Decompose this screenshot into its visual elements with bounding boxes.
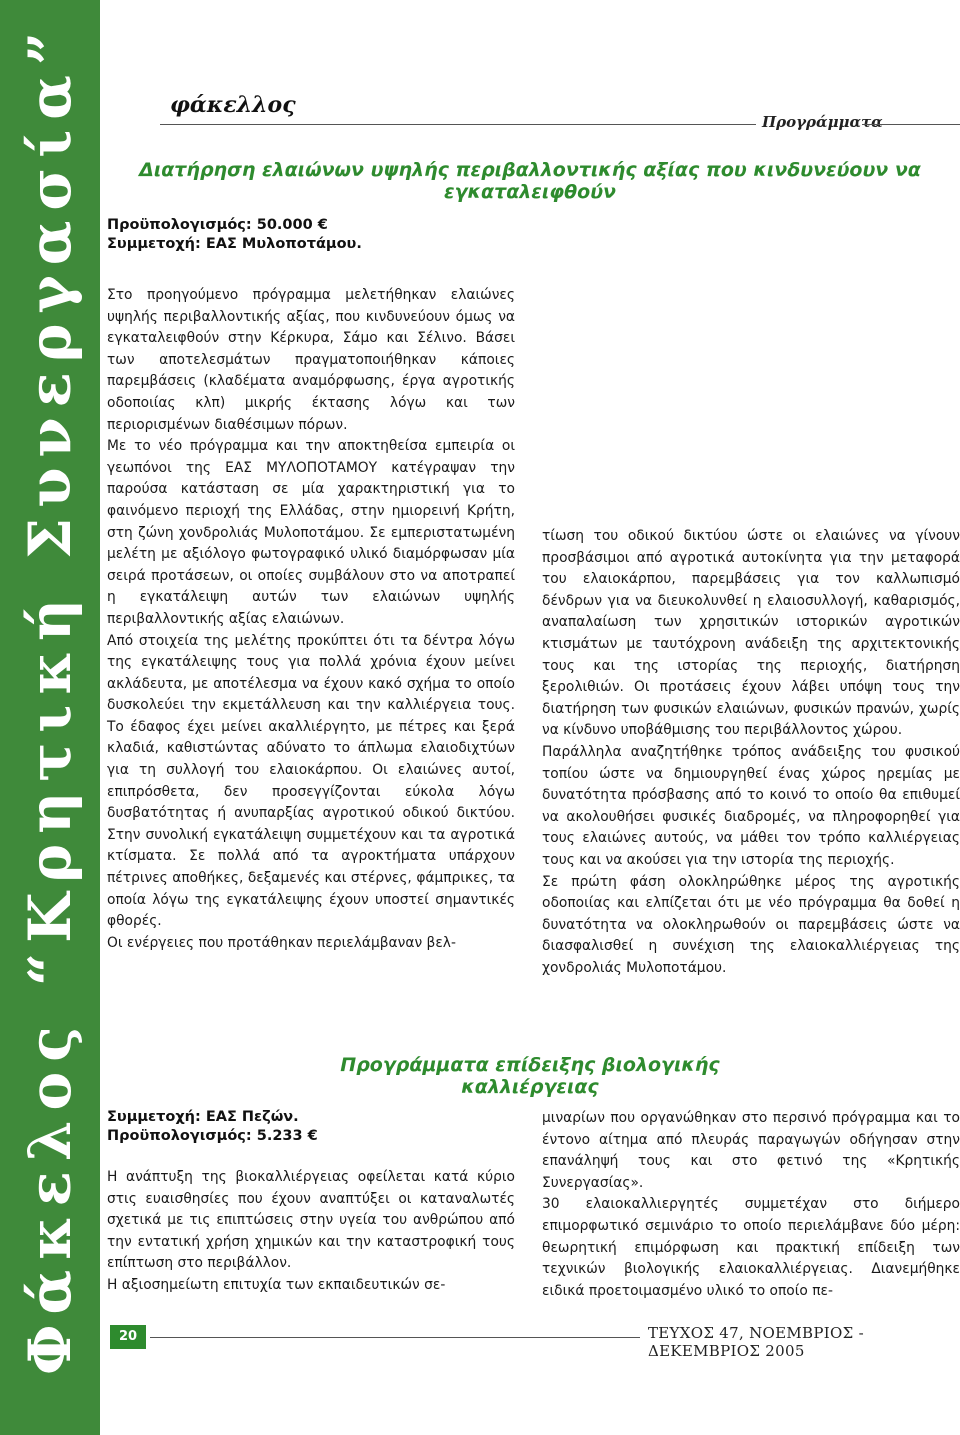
sidebar-band — [0, 0, 100, 1435]
paragraph: Με το νέο πρόγραμμα και την αποκτηθείσα εμπειρία οι γεωπόνοι της ΕΑΣ ΜΥΛΟΠΟΤΑΜΟΥ κατέγραψαν την παρούσα κατάσταση σε μία χαρακτηριστική για το φαινόμενο περιοχή της Ελλάδας, στην ημιορεινή Κρήτη, στη ζώνη χονδρολιάς Μυλοποτάμου. Σε εμπεριστατωμένη μελέτη με αξιόλογο φωτογραφικό υλικό διαμόρφωσαν μία σειρά προτάσεων, οι οποίες συμβάλουν στο να αποτραπεί η εγκατάλειψη αυτών των ελαιώνων υψηλής περιβαλλοντικής αξίας ελαιώνων. — [107, 438, 515, 627]
paragraph: Από στοιχεία της μελέτης προκύπτει ότι τα δέντρα λόγω της εγκατάλειψης τους για πολλά χρόνια έχουν μείνει ακλάδευτα, με αποτέλεσμα να έχουν κακό σχήμα το οποίο δυσκολεύει την εκμετάλλευση και την καλλιέργεια τους. Το έδαφος έχει μείνει ακαλλιέργητο, με πέτρες και ξερά κλαδιά, καθιστώντας αδύνατο το άπλωμα ελαιοδιχτύων για τη συλλογή του ελαιοκάρπου. Οι ελαιώνες αυτοί, επιπρόσθετα, δεν προσεγγίζονται εύκολα λόγω δυσβατότητας ή ανυπαρξίας αγροτικού οδικού δικτύου. Στην συνολική εγκατάλειψη συμμετέχουν και τα αγροτικά κτίσματα. Σε πολλά από τα αγροκτήματα υπάρχουν πέτρινες αποθήκες, δεξαμενές και στέρνες, φάμπρικες, τα οποία λόγω της εγκατάλειψης έχουν υποστεί σημαντικές φθορές. — [107, 632, 515, 930]
article-column-right — [542, 1108, 960, 1302]
issue-label: ΤΕΥΧΟΣ 47, ΝΟΕΜΒΡΙΟΣ - ΔΕΚΕΜΒΡΙΟΣ 2005 — [648, 1324, 864, 1360]
article-meta — [107, 1108, 318, 1146]
paragraph: 30 ελαιοκαλλιεργητές συμμετέχαν στο διήμερο επιμορφωτικό σεμινάριο το οποίο περιελάμβανε δύο μέρη: θεωρητική επιμόρφωση και πρακτική επίδειξη των τεχνικών βιολογικής ελαιοκαλλιέργειας. Διανεμήθηκε ειδικά προετοιμασμένο υλικό το οποίο πε- — [542, 1196, 960, 1299]
page-number: 20 — [110, 1325, 146, 1349]
paragraph: Στο προηγούμενο πρόγραμμα μελετήθηκαν ελαιώνες υψηλής περιβαλλοντικής αξίας, που κινδυνεύουν όμως να εγκαταλειφθούν στην Κέρκυρα, Σάμο και Σέλινο. Βάσει των αποτελεσμάτων πραγματοποιήθηκαν κάποιες παρεμβάσεις (κλαδέματα αναμόρφωσης, έργα αγροτικής οδοποιίας κλπ) μικρής έκτασης λόγω και των περιορισμένων διαθέσιμων πόρων. — [107, 287, 515, 433]
paragraph: Η αξιοσημείωτη επιτυχία των εκπαιδευτικών σε- — [107, 1276, 446, 1293]
budget-line: Προϋπολογισμός: 5.233 € — [107, 1128, 318, 1144]
paragraph: μιναρίων που οργανώθηκαν στο περσινό πρόγραμμα και το έντονο αίτημα από πλευράς παραγωγών οδήγησαν στην επανάληψή τους και στο φετινό της «Κρητικής Συνεργασίας». — [542, 1110, 960, 1191]
paragraph: Οι ενέργειες που προτάθηκαν περιελάμβαναν βελ- — [107, 934, 456, 951]
sidebar-title: Φάκελος “Κρητική Συνεργασία” — [16, 21, 84, 1375]
participation-line: Συμμετοχή: ΕΑΣ Μυλοποτάμου. — [107, 236, 362, 252]
budget-line: Προϋπολογισμός: 50.000 € — [107, 217, 328, 233]
article-column-right — [542, 526, 960, 979]
article-title: Προγράμματα επίδειξης βιολογικής καλλιέργειας — [340, 1054, 720, 1098]
section-label: Προγράμματα — [762, 113, 883, 131]
paragraph: Σε πρώτη φάση ολοκληρώθηκε μέρος της αγροτικής οδοποιίας και ελπίζεται ότι με νέο πρόγραμμα θα δοθεί η δυνατότητα να ολοκληρωθούν οι παρεμβάσεις ώστε να διασφαλισθεί η συνέχιση της ελαιοκαλλιέργειας της χονδρολιάς Μυλοποτάμου. — [542, 873, 960, 976]
header-rule-right — [862, 124, 960, 125]
header-rule — [160, 124, 756, 125]
paragraph: Η ανάπτυξη της βιοκαλλιέργειας οφείλεται κατά κύριο στις ευαισθησίες που έχουν αναπτύξει οι καταναλωτές σχετικά με τις επιπτώσεις στην υγεία του ανθρώπου από την εντατική χρήση χημικών και την καταστροφική τους επίπτωση στο περιβάλλον. — [107, 1169, 515, 1272]
article-column-left — [107, 285, 515, 954]
paragraph: τίωση του οδικού δικτύου ώστε οι ελαιώνες να γίνουν προσβάσιμοι από αγροτικά αυτοκίνητα για την μεταφορά του ελαιοκάρπου, παρεμβάσεις για τον καλλωπισμό δένδρων για να διευκολυνθεί η ελαιοσυλλογή, καθαρισμός, αναπαλαίωση των χρησιτικών ιστορικών αγροτικών κτισμάτων με ταυτόχρονη ανάδειξη της αρχιτεκτονικής τους και της ιστορίας της περιοχής, διατήρηση ξερολιθιών. Οι προτάσεις έχουν λάβει υπόψη τους την διατήρηση των φυσικών ελαιώνων, φυσικών πρανών, χωρίς να κίνδυνο υποβάθμισης του περιβάλλοντος χώρου. — [542, 528, 960, 739]
paragraph: Παράλληλα αναζητήθηκε τρόπος ανάδειξης του φυσικού τοπίου ώστε να δημιουργηθεί ένας χώρος ηρεμίας με δυνατότητα πρόσβασης από το κοινό το οποίο θα επιθυμεί να ακολουθήσει φυσικές διαδρομές, να πληροφορηθεί για τους ελαιώνες αυτούς, να μάθει τον τρόπο καλλιέργειας τους και να ακούσει για την ιστορία της περιοχής. — [542, 743, 960, 868]
footer-rule — [150, 1337, 640, 1338]
article-column-left — [107, 1167, 515, 1297]
article-title: Διατήρηση ελαιώνων υψηλής περιβαλλοντικής αξίας που κινδυνεύουν να εγκαταλειφθούν — [139, 159, 921, 203]
folder-label: φάκελλος — [170, 92, 296, 118]
article-meta — [107, 216, 362, 254]
participation-line: Συμμετοχή: ΕΑΣ Πεζών. — [107, 1109, 299, 1125]
